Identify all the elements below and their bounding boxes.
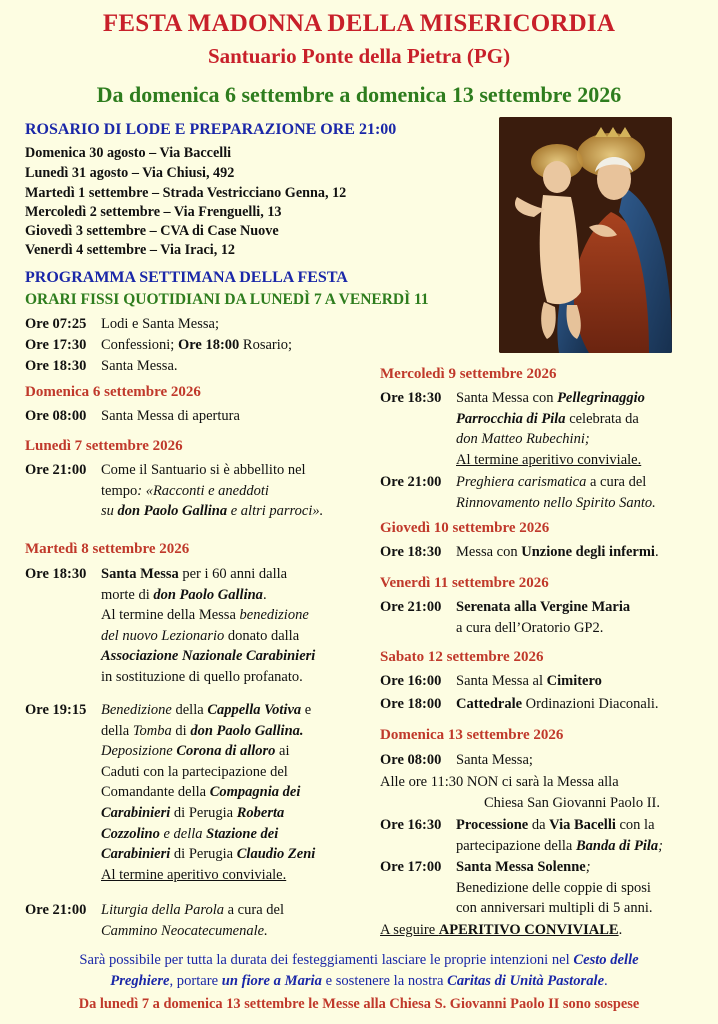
page-subtitle: Santuario Ponte della Pietra (PG) — [207, 44, 511, 68]
rosario-item: Domenica 30 agosto – Via Baccelli — [25, 145, 232, 161]
footer-warning: Da lunedì 7 a domenica 13 settembre le Messe alla Chiesa S. Giovanni Paolo II sono sospese — [78, 996, 640, 1012]
rosario-item: Lunedì 31 agosto – Via Chiusi, 492 — [25, 165, 235, 181]
rosario-title: ROSARIO DI LODE E PREPARAZIONE ORE 21:00 — [25, 121, 397, 138]
day-heading-sab12: Sabato 12 settembre 2026 — [380, 649, 544, 665]
day-heading-mer9: Mercoledì 9 settembre 2026 — [380, 366, 557, 382]
footer-note: Sarà possibile per tutta la durata dei festeggiamenti lasciare le proprie intenzioni nel Cesto delle Preghiere, portare un fiore a Maria e sostenere la nostra Caritas di Unità Pastorale. — [79, 952, 639, 989]
event-mar8-2100: Ore 21:00 Liturgia della Parola a cura del Cammino Neocatecumenale. — [25, 902, 284, 939]
rosario-item: Martedì 1 settembre – Strada Vestricciano Genna, 12 — [25, 185, 347, 201]
rosario-item: Venerdì 4 settembre – Via Iraci, 12 — [25, 242, 236, 258]
day-heading-dom13: Domenica 13 settembre 2026 — [380, 727, 564, 743]
page-title: FESTA MADONNA DELLA MISERICORDIA — [102, 10, 616, 37]
event-dom13-1630: Ore 16:30 Processione da Via Bacelli con la partecipazione della Banda di Pila; — [380, 817, 663, 854]
event-mar8-1915: Ore 19:15 Benedizione della Cappella Votiva e della Tomba di don Paolo Gallina. Deposizione Corona di alloro ai Caduti con la partecipazione del Comandante della Compagnia dei Carabinieri di Perugia Roberta Cozzolino e della Stazione dei Carabinieri di Perugia Claudio Zeni Al termine aperitivo conviviale. — [25, 702, 316, 883]
poster: FESTA MADONNA DELLA MISERICORDIA Santuario Ponte della Pietra (PG) Da domenica 6 settembre a domenica 13 settembre 2026 ROSARIO DI LODE E PREPARAZIONE ORE 21:00 Domenica 30 agosto – Via Baccelli Lunedì 31 agosto – Via Chiusi, 492 Martedì 1 settembre – Strada Vestricciano Genna, 12 Mercoledì 2 settembre – Via Frenguelli, 13 Giovedì 3 settembre – CVA di Case Nuove Venerdì 4 settembre – Via Iraci, 12 PROGRAMMA SETTIMANA DELLA FESTA ORARI FISSI QUOTIDIANI DA LUNEDÌ 7 A VENERDÌ 11 Ore 07:25 Lodi e Santa Messa; Ore 17:30 Confessioni; Ore 18:00 Rosario; Ore 18:30 Santa Messa. Domenica 6 settembre 2026 Ore 08:00 Santa Messa di apertura Lunedì 7 settembre 2026 Ore 21:00 Come il Santuario si è abbellito nel tempo: «Racconti e aneddoti su don Paolo Gallina e altri parroci». Martedì 8 settembre 2026 Ore 18:30 Santa Messa per i 60 anni dalla morte di don Paolo Gallina. Al termine della Messa benedizione del nuovo Lezionario donato dalla Associazione Nazionale Carabinieri in sostituzione di quello profanato. Ore 19:15 Benedizione della Cappella Votiva e della Tomba di don Paolo Gallina. Deposizione Corona di alloro ai Caduti con la partecipazione del Comandante della Compagnia dei Carabinieri di Perugia Roberta Cozzolino e della Stazione dei Carabinieri di Perugia Claudio Zeni Al termine aperitivo conviviale. Ore 21:00 Liturgia della Parola a cura del Cammino Neocatecumenale. Mercoledì 9 settembre 2026 Ore 18:30 Santa Messa con Pellegrinaggio Parrocchia di Pila celebrata da don Matteo Rubechini; Al termine aperitivo conviviale. Ore 21:00 Preghiera carismatica a cura del Rinnovamento nello Spirito Santo. Giovedì 10 settembre 2026 Ore 18:30 Messa con Unzione degli infermi. Venerdì 11 settembre 2026 Ore 21:00 Serenata alla Vergine Maria a cura dell’Oratorio GP2. Sabato 12 settembre 2026 Ore 16:00 Santa Messa al Cimitero Ore 18:00 Cattedrale Ordinazioni Diaconali. Domenica 13 settembre 2026 Ore 08:00 Santa Messa; Alle ore 11:30 NON ci sarà la Messa alla Chiesa San Giovanni Paolo II. Ore 16:30 Processione da Via Bacelli con la partecipazione della Banda di Pila; Ore 17:00 Santa Messa Solenne; Benedizione delle coppie di sposi con anniversari multipli di 5 anni. A seguire APERITIVO CONVIVIALE. Sarà possibile per tutta la durata dei festeggiamenti lasciare le proprie intenzioni nel Cesto delle Preghiere, portare un fiore a Maria e sostenere la nostra Caritas di Unità Pastorale. Da lunedì 7 a domenica 13 settembre le Messe alla Chiesa S. Giovanni Paolo II sono sospese — [0, 0, 718, 1024]
day-heading-ven11: Venerdì 11 settembre 2026 — [380, 575, 549, 591]
event-ven11: Ore 21:00 Serenata alla Vergine Maria a cura dell’Oratorio GP2. — [380, 599, 631, 636]
dom13-note-2: Chiesa San Giovanni Paolo II. — [484, 795, 660, 811]
day-heading-gio10: Giovedì 10 settembre 2026 — [380, 520, 550, 536]
aperitivo-note: A seguire APERITIVO CONVIVIALE. — [380, 922, 623, 938]
event-mar8-1830: Ore 18:30 Santa Messa per i 60 anni dalla morte di don Paolo Gallina. Al termine della Messa benedizione del nuovo Lezionario donato dalla Associazione Nazionale Carabinieri in sostituzione di quello profanato. — [25, 566, 316, 685]
day-heading-dom6: Domenica 6 settembre 2026 — [25, 384, 201, 400]
event-mer9-1830: Ore 18:30 Santa Messa con Pellegrinaggio Parrocchia di Pila celebrata da don Matteo Rubechini; Al termine aperitivo conviviale. — [380, 390, 645, 468]
programma-title: PROGRAMMA SETTIMANA DELLA FESTA — [25, 269, 348, 286]
day-heading-mar8: Martedì 8 settembre 2026 — [25, 541, 190, 557]
madonna-painting-icon — [499, 117, 672, 353]
event-dom13-1700: Ore 17:00 Santa Messa Solenne; Benedizione delle coppie di sposi con anniversari multipli di 5 anni. — [380, 859, 653, 917]
day-heading-lun7: Lunedì 7 settembre 2026 — [25, 438, 183, 454]
festival-dates: Da domenica 6 settembre a domenica 13 settembre 2026 — [96, 82, 622, 107]
dom13-note: Alle ore 11:30 NON ci sarà la Messa alla — [380, 774, 619, 790]
event-mer9-2100: Ore 21:00 Preghiera carismatica a cura del Rinnovamento nello Spirito Santo. — [380, 474, 656, 511]
event-lun7: Ore 21:00 Come il Santuario si è abbellito nel tempo: «Racconti e aneddoti su don Paolo Gallina e altri parroci». — [25, 462, 324, 520]
rosario-item: Giovedì 3 settembre – CVA di Case Nuove — [25, 223, 279, 239]
rosario-item: Mercoledì 2 settembre – Via Frenguelli, 13 — [25, 204, 282, 220]
madonna-painting — [499, 117, 672, 353]
programma-subtitle: ORARI FISSI QUOTIDIANI DA LUNEDÌ 7 A VENERDÌ 11 — [25, 291, 429, 308]
